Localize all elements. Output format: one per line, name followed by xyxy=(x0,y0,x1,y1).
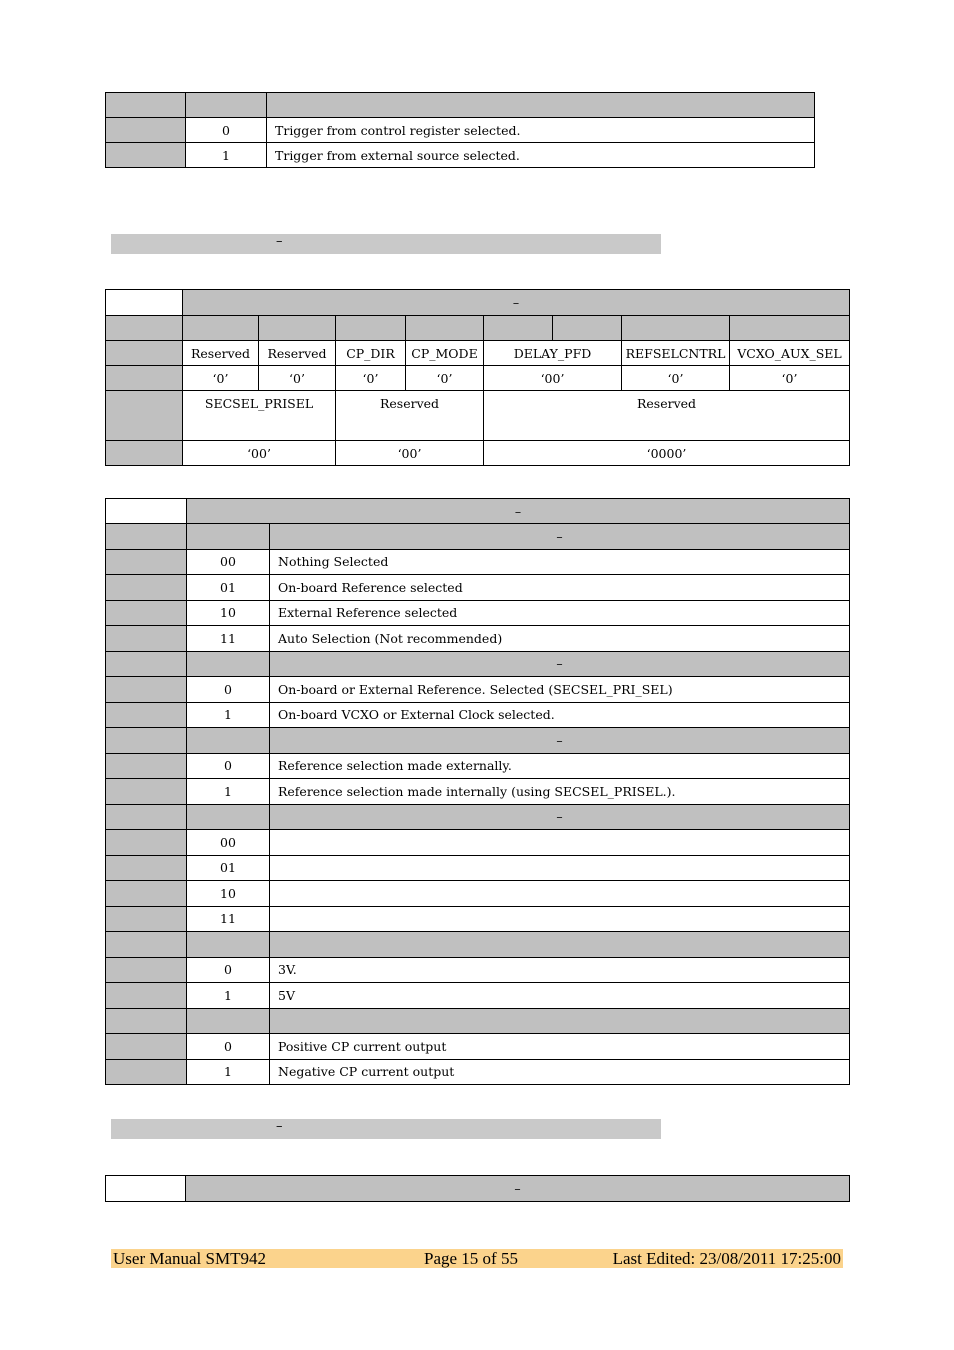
desc-cell: 5V xyxy=(270,983,850,1009)
footer-page-number: Page 15 of 55 xyxy=(424,1249,518,1268)
desc-cell xyxy=(270,855,850,881)
label-cell xyxy=(106,316,183,341)
value-cell: 01 xyxy=(187,575,270,601)
field-name: Reserved xyxy=(336,391,484,441)
desc-cell: On-board Reference selected xyxy=(270,575,850,601)
section-dash: – xyxy=(276,1119,283,1134)
table-row xyxy=(106,881,850,907)
value-cell: 10 xyxy=(187,881,270,907)
table-row xyxy=(106,1034,850,1060)
label-cell xyxy=(106,728,187,754)
field-name: VCXO_AUX_SEL xyxy=(730,341,850,366)
field-name: Reserved xyxy=(484,391,850,441)
value-cell: 00 xyxy=(187,549,270,575)
next-register-table xyxy=(105,1175,850,1202)
bit-cell xyxy=(183,316,259,341)
table-row xyxy=(106,779,850,805)
table-row xyxy=(106,575,850,601)
desc-cell: Auto Selection (Not recommended) xyxy=(270,626,850,652)
group-header-row xyxy=(106,804,850,830)
value-header-cell xyxy=(187,651,270,677)
field-name: REFSELCNTRL xyxy=(622,341,730,366)
group-header-row xyxy=(106,728,850,754)
value-cell: 1 xyxy=(187,983,270,1009)
bit-cell xyxy=(484,316,553,341)
label-cell xyxy=(106,524,187,550)
field-name: CP_MODE xyxy=(406,341,484,366)
value-header-cell xyxy=(187,804,270,830)
group-header-cell xyxy=(270,932,850,958)
desc-cell: Reference selection made internally (using SECSEL_PRISEL.). xyxy=(270,779,850,805)
value-cell: 10 xyxy=(187,600,270,626)
header-cell xyxy=(186,93,267,118)
table-row xyxy=(106,118,815,143)
value-header-cell xyxy=(187,932,270,958)
value-cell: 1 xyxy=(187,1059,270,1085)
table-row xyxy=(106,830,850,856)
label-cell xyxy=(106,1008,187,1034)
value-cell: 0 xyxy=(187,1034,270,1060)
label-cell xyxy=(106,804,187,830)
header-cell xyxy=(106,93,186,118)
bit-cell xyxy=(622,316,730,341)
label-cell xyxy=(106,702,187,728)
field-default: ‘00’ xyxy=(484,366,622,391)
label-cell xyxy=(106,366,183,391)
bit-cell xyxy=(336,316,406,341)
field-default: ‘00’ xyxy=(336,441,484,466)
group-header-row xyxy=(106,932,850,958)
label-cell xyxy=(106,600,187,626)
desc-cell: Negative CP current output xyxy=(270,1059,850,1085)
corner-cell xyxy=(106,1176,186,1202)
corner-cell xyxy=(106,290,183,316)
label-cell xyxy=(106,143,186,168)
field-name: Reserved xyxy=(183,341,259,366)
value-cell: 1 xyxy=(187,779,270,805)
label-cell xyxy=(106,549,187,575)
label-cell xyxy=(106,983,187,1009)
field-name: Reserved xyxy=(259,341,336,366)
table-row xyxy=(106,1059,850,1085)
table-row xyxy=(106,702,850,728)
group-header-row xyxy=(106,651,850,677)
label-cell xyxy=(106,753,187,779)
group-header-cell xyxy=(270,1008,850,1034)
group-header-cell: – xyxy=(270,524,850,550)
value-cell: 1 xyxy=(187,702,270,728)
value-cell: 0 xyxy=(187,957,270,983)
label-cell xyxy=(106,855,187,881)
field-name: CP_DIR xyxy=(336,341,406,366)
table-row xyxy=(106,957,850,983)
desc-cell: Trigger from external source selected. xyxy=(267,143,815,168)
table-row xyxy=(106,983,850,1009)
field-default: ‘00’ xyxy=(183,441,336,466)
label-cell xyxy=(106,341,183,366)
footer-title: User Manual SMT942 xyxy=(113,1249,266,1268)
register-header: – xyxy=(186,1176,850,1202)
desc-cell: On-board or External Reference. Selected (SECSEL_PRI_SEL) xyxy=(270,677,850,703)
desc-cell xyxy=(270,881,850,907)
field-default: ‘0’ xyxy=(622,366,730,391)
label-cell xyxy=(106,830,187,856)
desc-cell: Trigger from control register selected. xyxy=(267,118,815,143)
desc-cell xyxy=(270,830,850,856)
field-name: DELAY_PFD xyxy=(484,341,622,366)
table-row xyxy=(106,626,850,652)
trigger-table xyxy=(105,92,815,168)
table-row xyxy=(106,906,850,932)
value-header-cell xyxy=(187,728,270,754)
group-header-row xyxy=(106,1008,850,1034)
section-heading-bar xyxy=(111,1119,661,1139)
desc-cell: Reference selection made externally. xyxy=(270,753,850,779)
desc-cell: Nothing Selected xyxy=(270,549,850,575)
bit-cell xyxy=(553,316,622,341)
field-default: ‘0’ xyxy=(259,366,336,391)
register-table xyxy=(105,289,850,466)
table-row xyxy=(106,600,850,626)
table-row xyxy=(106,855,850,881)
group-header-cell: – xyxy=(270,804,850,830)
value-cell: 0 xyxy=(186,118,267,143)
label-cell xyxy=(106,1059,187,1085)
value-header-cell xyxy=(187,524,270,550)
table-row xyxy=(106,549,850,575)
header-cell xyxy=(267,93,815,118)
label-cell xyxy=(106,626,187,652)
value-cell: 00 xyxy=(187,830,270,856)
section-heading-bar xyxy=(111,234,661,254)
corner-cell xyxy=(106,499,187,524)
value-cell: 11 xyxy=(187,626,270,652)
field-default: ‘0’ xyxy=(730,366,850,391)
bit-cell xyxy=(730,316,850,341)
desc-cell xyxy=(270,906,850,932)
desc-cell: External Reference selected xyxy=(270,600,850,626)
bit-cell xyxy=(406,316,484,341)
group-header-row xyxy=(106,524,850,550)
section-dash: – xyxy=(276,234,283,249)
footer-last-edited: Last Edited: 23/08/2011 17:25:00 xyxy=(612,1249,841,1268)
bit-cell xyxy=(259,316,336,341)
desc-cell: On-board VCXO or External Clock selected. xyxy=(270,702,850,728)
label-cell xyxy=(106,881,187,907)
label-cell xyxy=(106,651,187,677)
desc-cell: 3V. xyxy=(270,957,850,983)
value-cell: 1 xyxy=(186,143,267,168)
table-row xyxy=(106,677,850,703)
value-cell: 11 xyxy=(187,906,270,932)
field-default: ‘0’ xyxy=(406,366,484,391)
field-default: ‘0000’ xyxy=(484,441,850,466)
label-cell xyxy=(106,906,187,932)
value-cell: 0 xyxy=(187,753,270,779)
value-header-cell xyxy=(187,1008,270,1034)
label-cell xyxy=(106,441,183,466)
label-cell xyxy=(106,957,187,983)
group-header-cell: – xyxy=(270,651,850,677)
desc-cell: Positive CP current output xyxy=(270,1034,850,1060)
bit-description-table xyxy=(105,498,850,1085)
table-row xyxy=(106,143,815,168)
label-cell xyxy=(106,575,187,601)
field-default: ‘0’ xyxy=(183,366,259,391)
field-default: ‘0’ xyxy=(336,366,406,391)
register-header: – xyxy=(183,290,850,316)
page-footer xyxy=(111,1249,843,1268)
group-header-cell: – xyxy=(270,728,850,754)
label-cell xyxy=(106,677,187,703)
label-cell xyxy=(106,1034,187,1060)
table-row xyxy=(106,753,850,779)
value-cell: 01 xyxy=(187,855,270,881)
value-cell: 0 xyxy=(187,677,270,703)
label-cell xyxy=(106,779,187,805)
label-cell xyxy=(106,391,183,441)
label-cell xyxy=(106,932,187,958)
label-cell xyxy=(106,118,186,143)
desc-table-header: – xyxy=(187,499,850,524)
field-name: SECSEL_PRISEL xyxy=(183,391,336,441)
